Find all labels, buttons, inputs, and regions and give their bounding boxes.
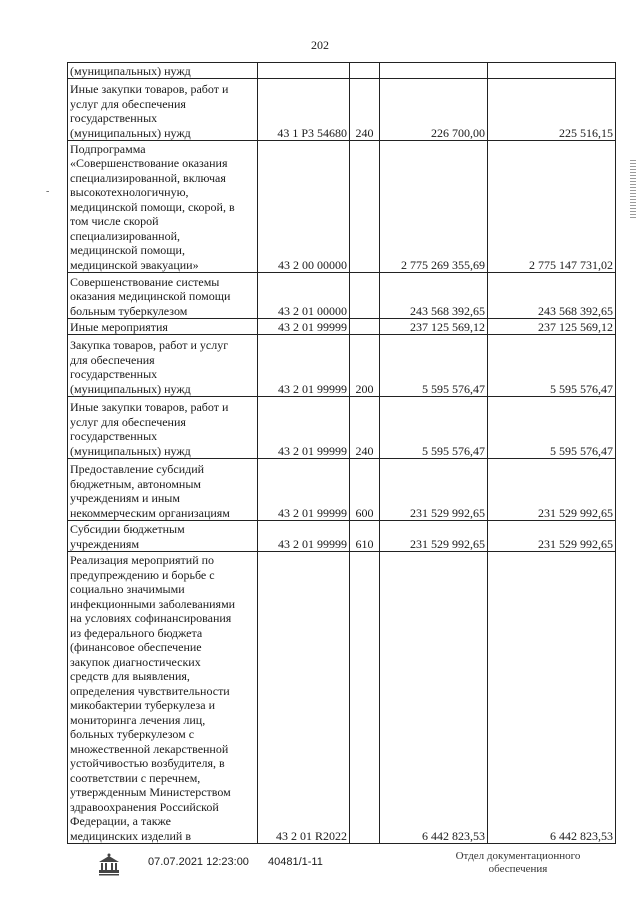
row-target-article: 43 2 01 99999 <box>258 521 350 552</box>
table-row <box>68 521 616 552</box>
scan-edge-mark <box>630 160 636 220</box>
row-description: Иные мероприятия <box>68 319 258 335</box>
row-expense-type: 240 <box>350 397 380 459</box>
row-amount-actual: 231 529 992,65 <box>488 521 616 552</box>
department-line-1: Отдел документационного <box>455 850 581 862</box>
table-row <box>68 397 616 459</box>
row-description: (муниципальных) нужд <box>68 63 258 79</box>
row-amount-plan: 231 529 992,65 <box>380 521 488 552</box>
row-amount-actual: 231 529 992,65 <box>488 459 616 521</box>
row-amount-actual: 5 595 576,47 <box>488 335 616 397</box>
budget-table <box>67 62 616 844</box>
row-amount-plan: 231 529 992,65 <box>380 459 488 521</box>
table-row <box>68 63 616 79</box>
department-stamp <box>448 850 588 876</box>
row-description: Субсидии бюджетным учреждениям <box>68 521 258 552</box>
table-row <box>68 141 616 273</box>
row-amount-actual: 225 516,15 <box>488 79 616 141</box>
row-expense-type <box>350 552 380 844</box>
page-number: 202 <box>311 38 329 52</box>
row-expense-type <box>350 273 380 319</box>
row-amount-actual: 2 775 147 731,02 <box>488 141 616 273</box>
table-row <box>68 79 616 141</box>
row-description: Закупка товаров, работ и услуг для обеспечения государственных (муниципальных) нужд <box>68 335 258 397</box>
row-expense-type <box>350 319 380 335</box>
row-description: Совершенствование системы оказания медицинской помощи больным туберкулезом <box>68 273 258 319</box>
row-amount-plan: 226 700,00 <box>380 79 488 141</box>
row-target-article: 43 2 01 99999 <box>258 397 350 459</box>
row-amount-plan <box>380 63 488 79</box>
row-target-article: 43 2 01 99999 <box>258 459 350 521</box>
row-target-article <box>258 63 350 79</box>
row-expense-type: 200 <box>350 335 380 397</box>
row-amount-plan: 5 595 576,47 <box>380 335 488 397</box>
row-target-article: 43 2 01 00000 <box>258 273 350 319</box>
row-expense-type: 600 <box>350 459 380 521</box>
duma-emblem-icon <box>96 852 122 878</box>
table-row <box>68 273 616 319</box>
table-row <box>68 552 616 844</box>
row-amount-plan: 5 595 576,47 <box>380 397 488 459</box>
footer-doc-number: 40481/1-11 <box>268 856 323 868</box>
footer-datetime: 07.07.2021 12:23:00 <box>148 856 249 868</box>
row-amount-plan: 237 125 569,12 <box>380 319 488 335</box>
row-expense-type <box>350 63 380 79</box>
row-description: Реализация мероприятий по предупреждению и борьбе с социально значимыми инфекционными заболеваниями на условиях софинансирования из федерального бюджета (финансовое обеспечение закупок диагностических средств для выявления, определения чувствительности микобактерии туберкулеза и мониторинга лечения лиц, больных туберкулезом с множественной лекарственной устойчивостью возбудителя, в соответствии с перечнем, утвержденным Министерством здравоохранения Российской Федерации, а также медицинских изделий в <box>68 552 258 844</box>
row-description: Подпрограмма «Совершенствование оказания специализированной, включая высокотехнологичную, медицинской помощи, скорой, в том числе скорой специализированной, медицинской помощи, медицинской эвакуации» <box>68 141 258 273</box>
row-expense-type <box>350 141 380 273</box>
row-description: Иные закупки товаров, работ и услуг для обеспечения государственных (муниципальных) нужд <box>68 79 258 141</box>
row-description: Иные закупки товаров, работ и услуг для обеспечения государственных (муниципальных) нужд <box>68 397 258 459</box>
department-line-2: обеспечения <box>488 863 548 875</box>
row-amount-actual <box>488 63 616 79</box>
row-target-article: 43 2 01 99999 <box>258 319 350 335</box>
row-target-article: 43 2 00 00000 <box>258 141 350 273</box>
row-target-article: 43 2 01 99999 <box>258 335 350 397</box>
margin-dot: - <box>46 186 50 197</box>
row-target-article: 43 2 01 R2022 <box>258 552 350 844</box>
row-amount-actual: 5 595 576,47 <box>488 397 616 459</box>
row-description: Предоставление субсидий бюджетным, автономным учреждениям и иным некоммерческим организациям <box>68 459 258 521</box>
row-expense-type: 610 <box>350 521 380 552</box>
table-row <box>68 459 616 521</box>
row-amount-plan: 6 442 823,53 <box>380 552 488 844</box>
row-expense-type: 240 <box>350 79 380 141</box>
row-amount-actual: 6 442 823,53 <box>488 552 616 844</box>
row-target-article: 43 1 P3 54680 <box>258 79 350 141</box>
row-amount-plan: 243 568 392,65 <box>380 273 488 319</box>
row-amount-plan: 2 775 269 355,69 <box>380 141 488 273</box>
table-row <box>68 319 616 335</box>
table-row <box>68 335 616 397</box>
row-amount-actual: 237 125 569,12 <box>488 319 616 335</box>
row-amount-actual: 243 568 392,65 <box>488 273 616 319</box>
